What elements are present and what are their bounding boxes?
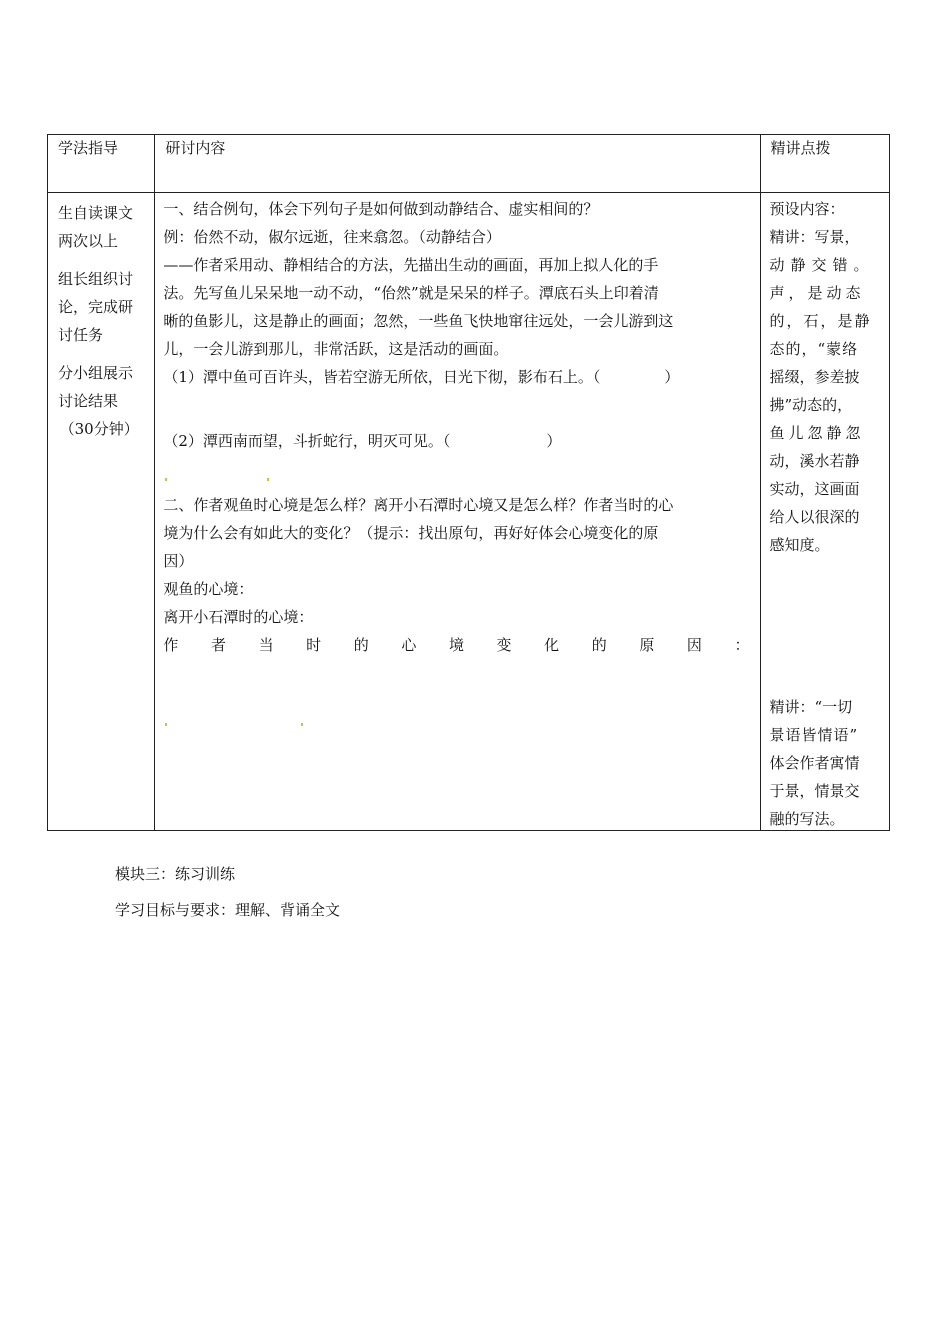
example-sentence: 例：佁然不动，俶尔远逝，往来翕忽。（动静结合）	[163, 228, 501, 246]
guide-cell	[48, 193, 155, 831]
blank-marker	[267, 478, 269, 481]
guide-line: 分小组展示	[58, 364, 134, 382]
item-two: （2）潭西南而望，斗折蛇行，明灭可见。（ ）	[163, 432, 562, 450]
table-header-row	[48, 135, 890, 193]
blank-marker	[165, 723, 167, 726]
guide-line: 组长组织讨	[58, 270, 134, 288]
tips-cell	[760, 193, 889, 831]
tips-preset: 预设内容：	[769, 200, 845, 218]
header-guide: 学法指导	[58, 139, 119, 157]
guide-line: 两次以上	[58, 232, 119, 250]
item-one: （1）潭中鱼可百许头，皆若空游无所依，日光下彻，影布石上。（ ）	[163, 368, 680, 386]
guide-line: 讨论结果	[58, 392, 119, 410]
module-heading: 模块三：练习训练	[115, 865, 236, 883]
guide-line: 生自读课文	[58, 204, 134, 222]
explain-line: 法。先写鱼儿呆呆地一动不动，“佁然”就是呆呆的样子。潭底石头上印着清	[163, 284, 659, 302]
learning-goal: 学习目标与要求：理解、背诵全文	[115, 901, 341, 919]
guide-time: （30分钟）	[59, 420, 139, 438]
question-one: 一、结合例句，体会下列句子是如何做到动静结合、虚实相间的？	[163, 200, 599, 218]
header-tips: 精讲点拨	[770, 139, 831, 157]
table-body-row	[48, 193, 890, 831]
explain-line: 儿，一会儿游到那儿，非常活跃，这是活动的画面。	[163, 340, 509, 358]
reason-label: 作 者 当 时 的 心 境 变 化 的 原 因 ：	[163, 636, 750, 654]
question-two-line: 二、作者观鱼时心境是怎么样？离开小石潭时心境又是怎么样？作者当时的心	[163, 496, 674, 514]
guide-block-read	[58, 199, 146, 255]
mood-watch-label: 观鱼的心境：	[163, 580, 254, 598]
content-cell	[155, 193, 760, 831]
tips-note-two: 精讲：“一切 景语皆情语” 体会作者寓情 于景，情景交 融的写法。	[769, 698, 860, 828]
tips-note-one: 精讲：写景， 动静交错。 声，是动态 的，石，是静 态的，“蒙络 摇缀，参差披 拂”动态的， 鱼儿忽静忽 动，溪水若静 实动，这画面 给人以很深的 感知度。	[769, 228, 875, 554]
question-two-line: 因）	[163, 552, 194, 570]
explain-line: 晰的鱼影儿，这是静止的画面；忽然，一些鱼飞快地窜往远处，一会儿游到这	[163, 312, 674, 330]
guide-block-present	[58, 359, 146, 443]
guide-block-discuss	[58, 265, 146, 349]
blank-marker	[165, 478, 167, 481]
guide-line: 讨任务	[58, 326, 104, 344]
header-cell-guide	[48, 135, 155, 193]
guide-line: 论，完成研	[58, 298, 134, 316]
header-cell-content	[155, 135, 760, 193]
explain-line: ——作者采用动、静相结合的方法，先描出生动的画面，再加上拟人化的手	[163, 256, 659, 274]
blank-marker	[301, 723, 303, 726]
mood-leave-label: 离开小石潭时的心境：	[163, 608, 314, 626]
header-content: 研讨内容	[165, 139, 226, 157]
header-cell-tips	[760, 135, 889, 193]
question-two-line: 境为什么会有如此大的变化？（提示：找出原句，再好好体会心境变化的原	[163, 524, 659, 542]
study-table	[47, 134, 890, 831]
